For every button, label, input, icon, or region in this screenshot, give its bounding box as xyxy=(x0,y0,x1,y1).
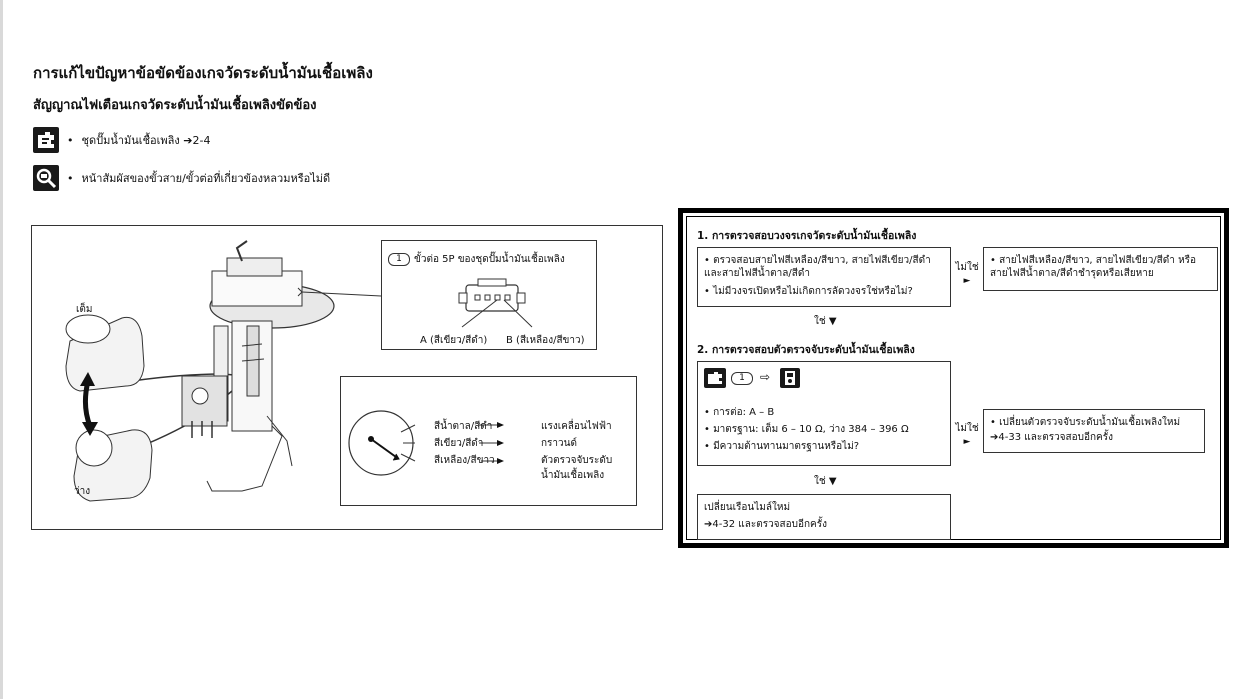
cause-text: ชุดปั๊มน้ำมันเชื้อเพลิง ➔2-4 xyxy=(81,134,211,147)
step1-item: • ไม่มีวงจรเปิดหรือไม่เกิดการลัดวงจรใช่หรือไม่? xyxy=(704,286,913,297)
fuel-pump-illustration xyxy=(31,225,663,530)
connector-number: 1 xyxy=(388,253,410,266)
pin-b-label: B (สีเหลือง/สีขาว) xyxy=(506,335,585,346)
wire-yellow-white: สีเหลือง/สีขาว xyxy=(434,455,495,466)
final-action-line: เปลี่ยนเรือนไมล์ใหม่ xyxy=(704,502,791,513)
connector-title-text: ขั้วต่อ 5P ของชุดปั๊มน้ำมันเชื้อเพลิง xyxy=(414,254,565,265)
connector-callout xyxy=(381,240,597,350)
wire-target-sensor: ตัวตรวจจับระดับ xyxy=(541,455,613,466)
page-subtitle: สัญญาณไฟเตือนเกจวัดระดับน้ำมันเชื้อเพลิงขัดข้อง xyxy=(33,98,317,113)
empty-label: ว่าง xyxy=(74,486,91,497)
step1-item: และสายไฟสีน้ำตาล/สีดำ xyxy=(704,268,811,279)
flowchart-inner xyxy=(686,216,1221,540)
sensor-callout xyxy=(340,376,637,506)
step2-arrow: ⇨ xyxy=(760,370,771,384)
step2-yes-label: ใช่ ▼ xyxy=(814,476,837,487)
full-label: เต็ม xyxy=(76,304,93,315)
wire-target-sensor-line2: น้ำมันเชื้อเพลิง xyxy=(541,470,605,481)
step1-no-result: • สายไฟสีเหลือง/สีขาว, สายไฟสีเขียว/สีดำ หรือ xyxy=(990,255,1197,266)
step2-title: 2. การตรวจสอบตัวตรวจจับระดับน้ำมันเชื้อเพลิง xyxy=(697,344,915,356)
cause-item xyxy=(33,127,210,153)
step2-no-result: ➔4-33 และตรวจสอบอีกครั้ง xyxy=(990,432,1113,443)
step2-no-arrow: ► xyxy=(963,437,971,447)
step1-no-label: ไม่ใช่ xyxy=(955,262,979,273)
step1-check-box xyxy=(697,247,951,307)
step1-yes-label: ใช่ ▼ xyxy=(814,316,837,327)
pump-assembly xyxy=(182,241,334,491)
step2-no-result-box xyxy=(983,409,1205,453)
pin-a-label: A (สีเขียว/สีดำ) xyxy=(420,335,488,346)
page-edge xyxy=(0,0,3,699)
ohmmeter-icon xyxy=(780,368,800,388)
wire-green-black: สีเขียว/สีดำ xyxy=(434,438,484,449)
step2-connector-number: 1 xyxy=(731,372,753,385)
final-action-box xyxy=(697,494,951,540)
sensor-wiring-drawing xyxy=(341,377,638,507)
step2-item: • การต่อ: A – B xyxy=(704,407,775,418)
step1-no-arrow: ► xyxy=(963,276,971,286)
step2-no-result: • เปลี่ยนตัวตรวจจับระดับน้ำมันเชื้อเพลิงใหม่ xyxy=(990,417,1181,428)
cause-text: หน้าสัมผัสของขั้วสาย/ขั้วต่อที่เกี่ยวข้องหลวมหรือไม่ดี xyxy=(81,172,331,185)
cause-bullet: • xyxy=(67,171,74,185)
replace-part-icon xyxy=(33,127,59,153)
step1-no-result-box xyxy=(983,247,1218,291)
cause-bullet: • xyxy=(67,133,74,147)
step1-title: 1. การตรวจสอบวงจรเกจวัดระดับน้ำมันเชื้อเพลิง xyxy=(697,230,917,242)
step2-no-label: ไม่ใช่ xyxy=(955,423,979,434)
wire-target-voltage: แรงเคลื่อนไฟฟ้า xyxy=(541,421,612,432)
final-action-line: ➔4-32 และตรวจสอบอีกครั้ง xyxy=(704,519,827,530)
cause-item xyxy=(33,165,330,191)
inspect-connector-icon xyxy=(33,165,59,191)
float-full xyxy=(66,315,144,391)
step2-item: • มาตรฐาน: เต็ม 6 – 10 Ω, ว่าง 384 – 396 Ω xyxy=(704,424,909,435)
wire-target-ground: กราวนด์ xyxy=(541,438,577,449)
troubleshooting-flowchart xyxy=(678,208,1229,548)
step2-item: • มีความต้านทานมาตรฐานหรือไม่? xyxy=(704,441,860,452)
wire-brown-black: สีน้ำตาล/สีดำ xyxy=(434,421,493,432)
step1-item: • ตรวจสอบสายไฟสีเหลือง/สีขาว, สายไฟสีเขียว/สีดำ xyxy=(704,255,931,266)
step1-no-result: สายไฟสีน้ำตาล/สีดำชำรุดหรือเสียหาย xyxy=(990,268,1154,279)
step2-check-box xyxy=(697,361,951,466)
page-title: การแก้ไขปัญหาข้อขัดข้องเกจวัดระดับน้ำมันเชื้อเพลิง xyxy=(33,64,373,82)
replace-part-icon xyxy=(704,368,726,388)
